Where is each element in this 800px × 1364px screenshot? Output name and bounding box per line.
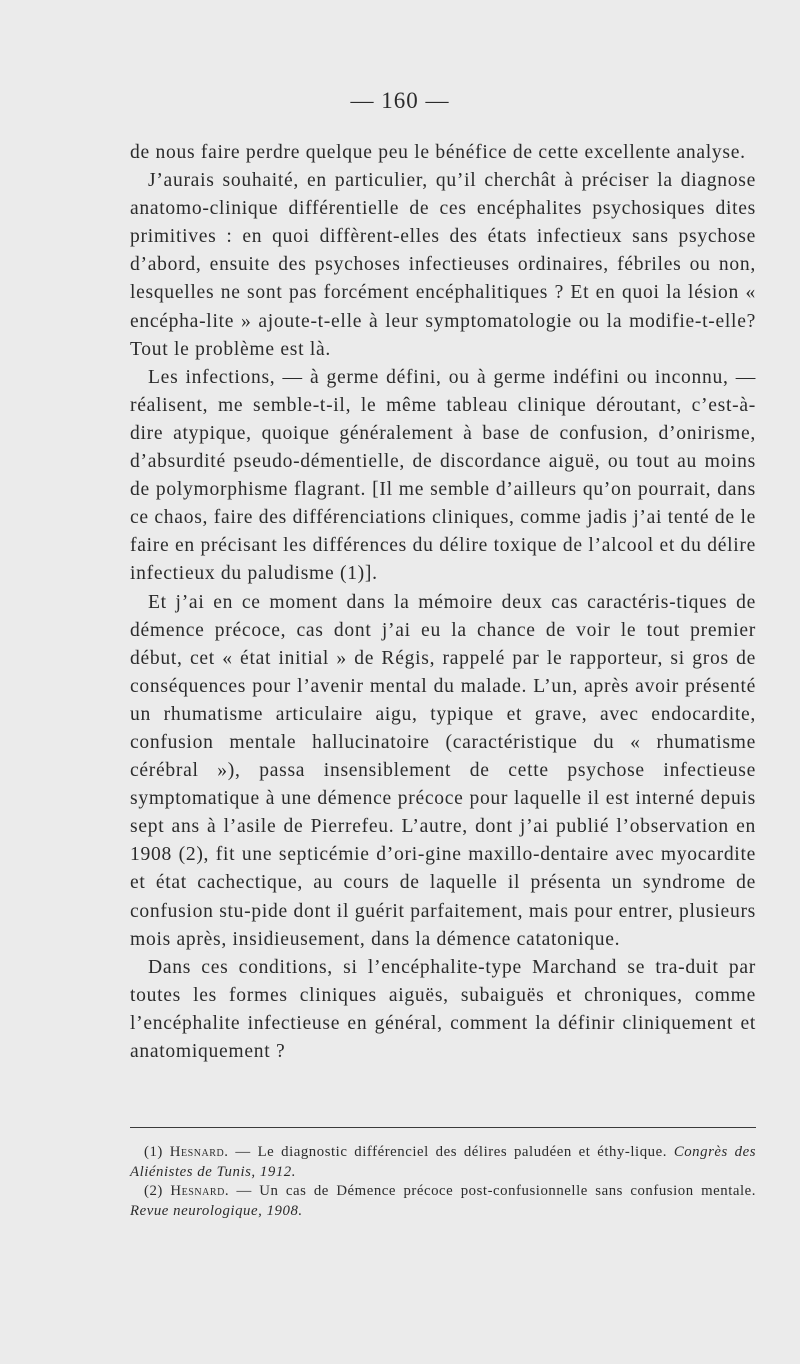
- footnote-author: Hesnard.: [170, 1183, 230, 1199]
- paragraph-continued: de nous faire perdre quelque peu le bénéfice de cette excellente analyse.: [130, 142, 746, 163]
- footnote: [130, 1182, 756, 1221]
- paragraph: Et j’ai en ce moment dans la mémoire deux cas caractéris-tiques de démence précoce, cas dont j’ai eu la chance de voir le tout premier début, cet « état initial » de Régis, rappelé par le rapporteur, si gros de conséquences pour l’avenir mental du malade. L’un, après avoir présenté un rhumatisme articulaire aigu, typique et grave, avec endocardite, confusion mentale hallucinatoire (caractéristique du « rhumatisme cérébral »), passa insensiblement de cette psychose infectieuse symptomatique à une démence précoce pour laquelle il est interné depuis sept ans à l’asile de Pierrefeu. L’autre, dont j’ai publié l’observation en 1908 (2), fit une septicémie d’ori-gine maxillo-dentaire avec myocardite et état cachectique, au cours de laquelle il présenta un syndrome de confusion stu-pide dont il guérit parfaitement, mais pour entrer, plusieurs mois après, insidieusement, dans la démence catatonique.: [130, 591, 756, 950]
- footnote-text: — Un cas de Démence précoce post-confusionnelle sans confusion mentale.: [236, 1183, 757, 1199]
- footnote-source: Revue neurologique, 1908.: [130, 1202, 303, 1219]
- paragraph: Dans ces conditions, si l’encéphalite-type Marchand se tra-duit par toutes les formes cliniques aiguës, subaiguës et chroniques, comme l’encéphalite infectieuse en général, comment la définir cliniquement et anatomiquement ?: [130, 956, 756, 1062]
- footnote-marker: (2): [144, 1183, 163, 1199]
- body-text: [130, 139, 756, 1066]
- footnote-source: Congrès des Aliénistes de Tunis, 1912.: [130, 1144, 757, 1180]
- footnote: [130, 1143, 756, 1182]
- footnotes: [130, 1143, 756, 1221]
- page-number: — 160 —: [350, 88, 450, 113]
- footnote-author: Hesnard.: [169, 1144, 229, 1160]
- footnote-marker: (1): [144, 1144, 163, 1160]
- paragraph: Les infections, — à germe défini, ou à germe indéfini ou inconnu, — réalisent, me semble-t-il, le même tableau clinique déroutant, c’est-à-dire atypique, quoique généralement à base de confusion, d’onirisme, d’absurdité pseudo-démentielle, de discordance aiguë, ou tout au moins de polymorphisme flagrant. [Il me semble d’ailleurs qu’on pourrait, dans ce chaos, faire des différenciations cliniques, comme jadis j’ai tenté de le faire en précisant les différences du délire toxique de l’alcool et du délire infectieux du paludisme (1)].: [130, 366, 756, 585]
- footnote-text: — Le diagnostic différenciel des délires paludéen et éthy-lique.: [235, 1144, 667, 1160]
- paragraph: J’aurais souhaité, en particulier, qu’il cherchât à préciser la diagnose anatomo-clinique différentielle de ces encéphalites psychosiques dites primitives : en quoi diffèrent-elles des états infectieux sans psychose d’abord, ensuite des psychoses infectieuses ordinaires, fébriles ou non, lesquelles ne sont pas forcément encéphalitiques ? Et en quoi la lésion « encépha-lite » ajoute-t-elle à leur symptomatologie ou la modifie-t-elle? Tout le problème est là.: [130, 170, 756, 360]
- footnote-rule: [130, 1127, 756, 1128]
